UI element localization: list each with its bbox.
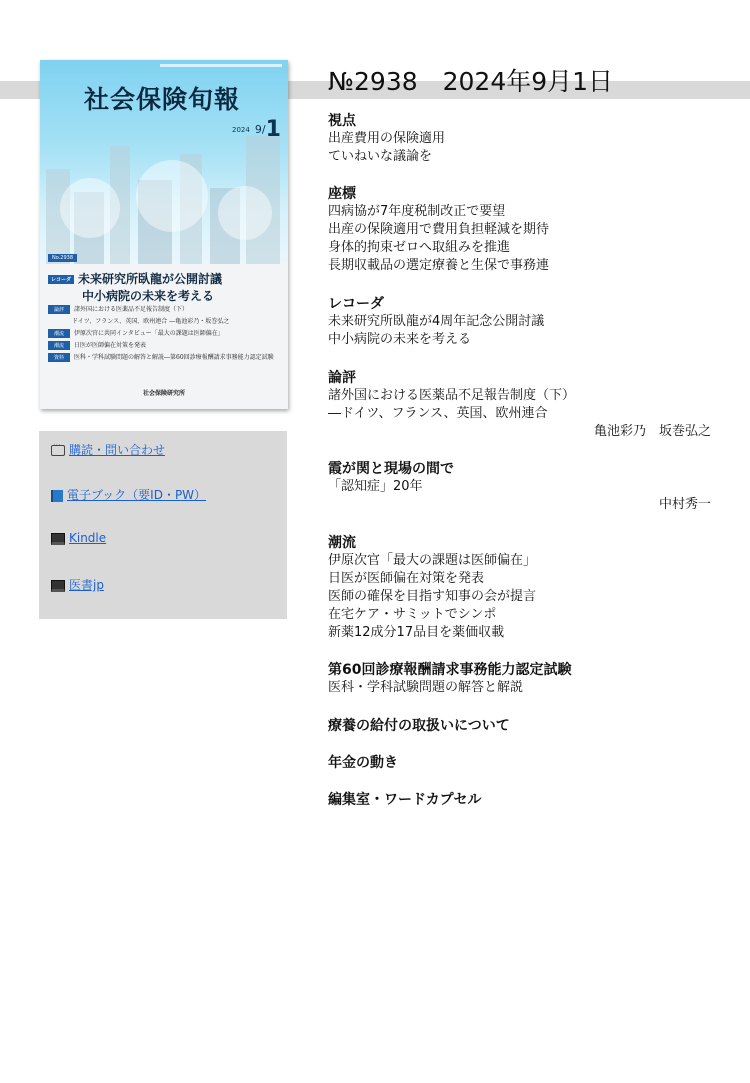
cover-date-slash: / [261, 123, 266, 136]
link-kindle-text[interactable]: Kindle [69, 531, 107, 545]
toc-author: 亀池彩乃 坂巻弘之 [593, 424, 711, 439]
cover-headline-2: 中小病院の未来を考える [82, 289, 215, 303]
toc-section [328, 112, 723, 166]
toc-heading: 潮流 [328, 535, 356, 551]
toc-line: 医師の確保を目指す知事の会が提言 [328, 589, 537, 604]
laptop-icon [51, 580, 65, 592]
toc-heading: 論評 [328, 370, 356, 386]
cover-row [48, 304, 188, 314]
toc-line: 身体的拘束ゼロへ取組みを推進 [328, 240, 511, 255]
cover-row-tag: 論評 [48, 305, 70, 314]
toc-line: 日医が医師偏在対策を発表 [328, 571, 485, 586]
link-panel [39, 431, 287, 619]
toc-line: 四病協が7年度税制改正で要望 [328, 204, 506, 219]
toc-section [328, 369, 723, 441]
cover-bokeh [60, 178, 120, 238]
magazine-cover[interactable] [40, 60, 288, 409]
cover-contents [40, 266, 288, 409]
toc-heading: 霞が関と現場の間で [328, 461, 454, 477]
link-ebook[interactable] [51, 486, 206, 503]
toc-line: 長期収載品の選定療養と生保で事務連 [328, 258, 550, 273]
toc-line: 医科・学科試験問題の解答と解説 [328, 680, 524, 695]
cover-row-tag: 潮流 [48, 341, 70, 350]
ebook-icon [51, 490, 63, 502]
toc-heading: 編集室・ワードカプセル [328, 792, 482, 808]
chat-icon [51, 445, 65, 456]
toc-heading: レコーダ [328, 296, 384, 312]
cover-date-month: 9 [254, 123, 262, 136]
cover-row-text: 日医が医師偏在対策を発表 [74, 342, 147, 349]
link-ishojp-text[interactable]: 医書jp [69, 578, 104, 592]
toc-line: 未来研究所臥龍が4周年記念公開討議 [328, 314, 545, 329]
cover-illustration [40, 60, 288, 264]
toc-section [328, 661, 723, 697]
cover-headline [48, 270, 222, 304]
cover-publisher: 社会保険研究所 [142, 390, 185, 397]
toc-section [328, 754, 723, 772]
toc-section [328, 295, 723, 349]
toc-author: 中村秀一 [658, 497, 711, 512]
cover-row [48, 340, 146, 350]
toc-section [328, 534, 723, 642]
cover-title: 社会保険旬報 [84, 85, 241, 114]
cover-row-tag: 潮流 [48, 329, 70, 338]
cover-bokeh [136, 160, 208, 232]
toc-line: ていねいな議論を [328, 149, 433, 164]
toc-line: 出産の保険適用で費用負担軽減を期待 [328, 222, 550, 237]
toc-section [328, 791, 723, 809]
issue-number-date: №2938 2024年9月1日 [328, 67, 614, 96]
toc-section [328, 717, 723, 735]
laptop-icon [51, 533, 65, 545]
cover-headline-tag: レコーダ [48, 275, 74, 284]
toc-line: 出産費用の保険適用 [328, 131, 446, 146]
toc-line: ―ドイツ、フランス、英国、欧州連合 [328, 406, 548, 421]
toc-line: 「認知症」20年 [328, 479, 423, 494]
link-ishojp[interactable] [51, 576, 104, 593]
cover-row-text: 医科・学科試験問題の解答と解説―第60回診療報酬請求事務能力認定試験 [74, 354, 274, 361]
toc-heading: 座標 [328, 186, 356, 202]
cover-headline-1: 未来研究所臥龍が公開討議 [78, 272, 223, 286]
toc-line: 中小病院の未来を考える [328, 332, 472, 347]
link-subscribe-text[interactable]: 購読・問い合わせ [69, 443, 166, 457]
cover-row [48, 352, 274, 362]
cover-row-text: 諸外国における医薬品不足報告制度（下） [74, 306, 189, 313]
toc-line: 諸外国における医薬品不足報告制度（下） [328, 388, 576, 403]
toc-line: 新薬12成分17品目を薬価収載 [328, 625, 505, 640]
toc-line: 在宅ケア・サミットでシンポ [328, 607, 497, 622]
toc-heading: 第60回診療報酬請求事務能力認定試験 [328, 662, 572, 678]
cover-row [48, 328, 224, 338]
cover-row-text: ドイツ、フランス、英国、欧州連合 ―亀池彩乃・坂巻弘之 [72, 318, 230, 325]
cover-fine-print [160, 64, 282, 67]
toc-heading: 療養の給付の取扱いについて [328, 718, 510, 734]
link-subscribe[interactable] [51, 441, 165, 458]
cover-date [232, 117, 281, 142]
link-ebook-text[interactable]: 電子ブック（要ID・PW） [67, 488, 207, 502]
link-kindle[interactable] [51, 531, 106, 545]
cover-row [72, 316, 229, 325]
cover-row-text: 伊原次官に共同インタビュー「最大の課題は医師偏在」 [74, 330, 224, 337]
cover-issue-no: No.2938 [48, 254, 77, 262]
cover-row-tag: 資料 [48, 353, 70, 362]
toc-line: 伊原次官「最大の課題は医師偏在」 [328, 553, 537, 568]
toc-heading: 年金の動き [328, 755, 398, 771]
cover-bokeh [218, 186, 272, 240]
toc-heading: 視点 [328, 113, 356, 129]
cover-date-year: 2024 [232, 126, 250, 134]
cover-date-day: 1 [265, 117, 281, 142]
toc-section [328, 185, 723, 275]
toc-section [328, 460, 723, 514]
